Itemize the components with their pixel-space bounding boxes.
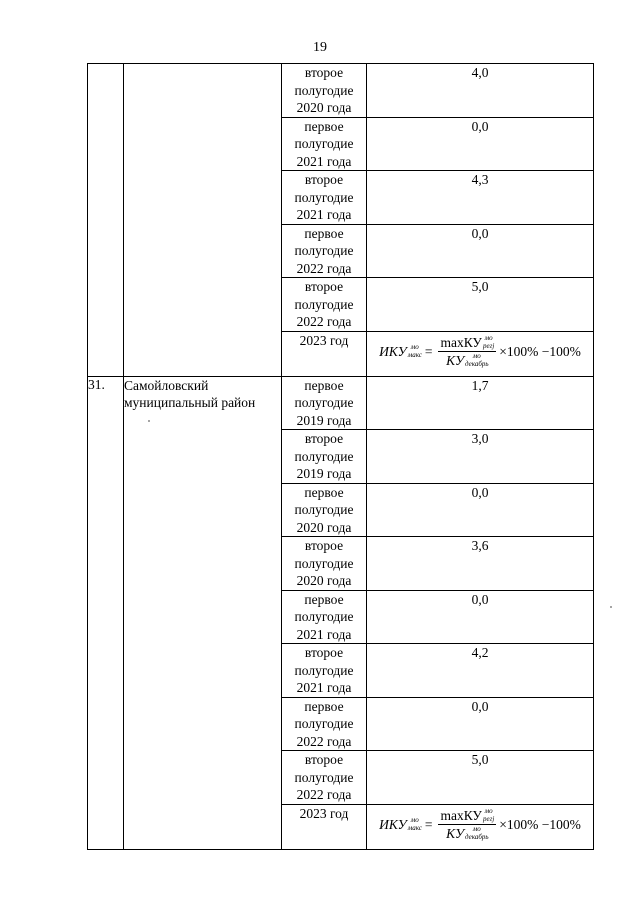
formula-cell <box>367 331 594 376</box>
period-cell: первое полугодие 2021 года <box>282 590 367 644</box>
period-cell: 2023 год <box>282 331 367 376</box>
formula: ИКУ мо макс = maxКУ мо регj КУ мо декабрь ×100% −100% <box>379 806 581 841</box>
tariff-index-table <box>87 63 594 850</box>
row-number <box>88 64 124 377</box>
value-cell: 0,0 <box>367 697 594 751</box>
municipality-name: Самойловский муниципальный район <box>124 376 282 849</box>
value-cell: 3,6 <box>367 537 594 591</box>
row-number: 31. <box>88 376 124 849</box>
period-cell: второе полугодие 2022 года <box>282 751 367 805</box>
value-cell: 4,2 <box>367 644 594 698</box>
formula: ИКУ мо макс = maxКУ мо регj КУ мо декабрь ×100% −100% <box>379 333 581 368</box>
period-cell: второе полугодие 2021 года <box>282 171 367 225</box>
scan-speck <box>148 420 150 422</box>
value-cell: 5,0 <box>367 751 594 805</box>
period-cell: первое полугодие 2020 года <box>282 483 367 537</box>
value-cell: 0,0 <box>367 590 594 644</box>
period-cell: первое полугодие 2019 года <box>282 376 367 430</box>
formula-cell <box>367 804 594 849</box>
value-cell: 3,0 <box>367 430 594 484</box>
value-cell: 5,0 <box>367 278 594 332</box>
value-cell: 0,0 <box>367 224 594 278</box>
period-cell: 2023 год <box>282 804 367 849</box>
period-cell: второе полугодие 2020 года <box>282 64 367 118</box>
period-cell: второе полугодие 2022 года <box>282 278 367 332</box>
value-cell: 4,0 <box>367 64 594 118</box>
period-cell: первое полугодие 2021 года <box>282 117 367 171</box>
period-cell: второе полугодие 2019 года <box>282 430 367 484</box>
municipality-name <box>124 64 282 377</box>
period-cell: первое полугодие 2022 года <box>282 224 367 278</box>
table-row <box>88 376 594 430</box>
value-cell: 0,0 <box>367 483 594 537</box>
period-cell: второе полугодие 2021 года <box>282 644 367 698</box>
period-cell: первое полугодие 2022 года <box>282 697 367 751</box>
value-cell: 1,7 <box>367 376 594 430</box>
scan-speck <box>610 606 612 608</box>
period-cell: второе полугодие 2020 года <box>282 537 367 591</box>
table-row <box>88 64 594 118</box>
page-number: 19 <box>313 40 327 55</box>
value-cell: 0,0 <box>367 117 594 171</box>
value-cell: 4,3 <box>367 171 594 225</box>
